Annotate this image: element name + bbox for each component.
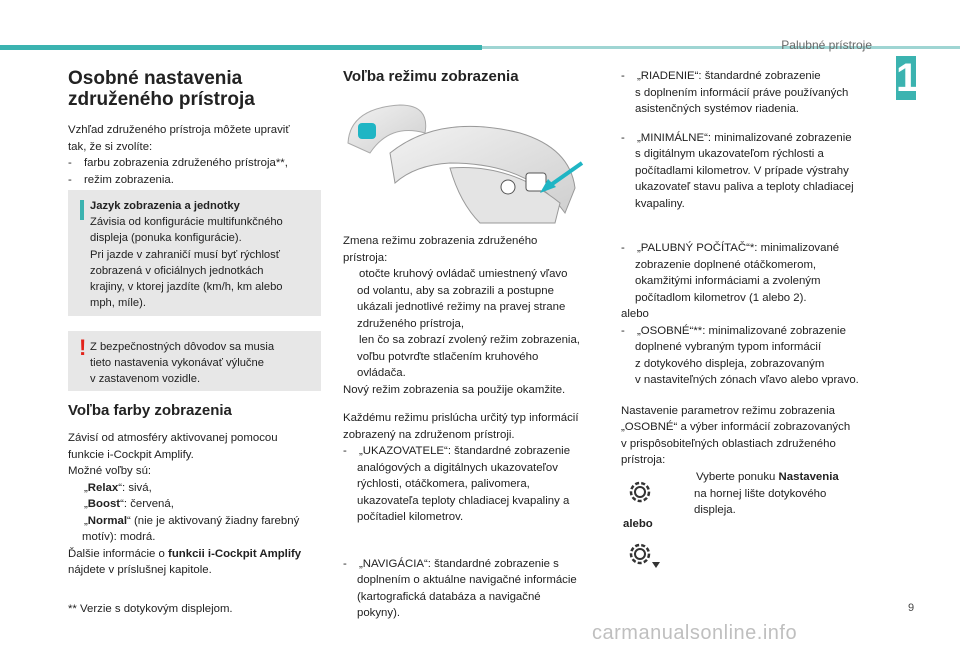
list-item: - „UKAZOVATELE“: štandardné zobrazenie [343, 445, 571, 457]
text-line: „OSOBNÉ“ a výber informácií zobrazovaných [621, 421, 851, 433]
info-note-title: Jazyk zobrazenia a jednotky [90, 200, 240, 212]
middle-column [343, 68, 605, 86]
page-title-line1: Osobné nastavenia [68, 68, 243, 89]
header-accent-bar-light [482, 46, 960, 49]
warning-note [68, 331, 321, 391]
header-accent-bar [0, 45, 482, 50]
alebo-label: alebo [623, 518, 653, 530]
info-note [68, 190, 321, 316]
text-line: Ďalšie informácie o funkcii i-Cockpit Amplify [68, 547, 302, 560]
text-line: prístroja: [343, 251, 388, 264]
text-line: doplnením o aktuálne navigačné informácie [357, 574, 577, 586]
warning-icon: ! [79, 335, 87, 360]
mode-section [343, 233, 605, 622]
text-line: z dotykového displeja, zobrazovaným [635, 357, 825, 370]
section-heading: Voľba farby zobrazenia [68, 402, 232, 419]
settings-gear-icon [626, 478, 654, 506]
settings-gear-dropdown-icon [626, 540, 662, 570]
text-line: voľbu potvrďte stlačením kruhového [357, 350, 539, 363]
intro-line: Vzhľad združeného prístroja môžete upraviť [68, 124, 290, 136]
watermark: carmanualsonline.info [592, 622, 798, 644]
menu-instruction [680, 469, 870, 519]
right-column [621, 68, 886, 469]
list-item: - „OSOBNÉ“**: minimalizované zobrazenie [621, 324, 846, 337]
steering-wheel-illustration [330, 93, 603, 228]
page-number: 9 [908, 602, 915, 614]
text-line: (kartografická databáza a navigačné [357, 590, 541, 603]
text-line: od volantu, aby sa zobrazili a postupne [357, 284, 554, 297]
color-section [68, 402, 330, 617]
text-line: počítadlom kilometrov (1 alebo 2). [635, 291, 807, 304]
text-line: asistenčných systémov riadenia. [635, 103, 799, 115]
text-line: Možné voľby sú: [68, 465, 152, 477]
info-note-line: Závisia od konfigurácie multifunkčného [90, 216, 283, 229]
list-item: „Boost“: červená, [84, 498, 174, 510]
text-line: počítadlami kilometrov. V prípade výstrahy [635, 164, 849, 177]
list-item: len čo sa zobrazí zvolený režim zobrazenia, [359, 334, 580, 346]
warning-note-line: Z bezpečnostných dôvodov sa musia [90, 341, 275, 353]
text-line: s digitálnym ukazovateľom rýchlosti a [635, 148, 824, 160]
warning-note-line: tieto nastavenia vykonávať výlučne [90, 357, 264, 370]
list-item: - „RIADENIE“: štandardné zobrazenie [621, 70, 821, 82]
text-line: funkcie i-Cockpit Amplify. [68, 448, 194, 461]
warning-note-line: v zastavenom vozidle. [90, 373, 201, 386]
text-line: doplnené vybraným typom informácií [635, 341, 822, 353]
footnote: ** Verzie s dotykovým displejom. [68, 602, 233, 615]
text-line: združeného prístroja, [357, 317, 465, 330]
text-line: prístroja: [621, 454, 666, 466]
info-note-line: displeja (ponuka konfigurácie). [90, 232, 242, 245]
list-item: - „PALUBNÝ POČÍTAČ“*: minimalizované [621, 242, 840, 254]
text-line: Nastavenie parametrov režimu zobrazenia [621, 404, 835, 417]
section-title: Palubné prístroje [781, 38, 872, 52]
text-line: Každému režimu prislúcha určitý typ informácií [343, 412, 579, 424]
chapter-tab: 1 [896, 56, 919, 100]
text-line: Nový režim zobrazenia sa použije okamžite. [343, 383, 566, 396]
info-note-line: mph, míle). [90, 297, 146, 310]
list-item: - „MINIMÁLNE“: minimalizované zobrazenie [621, 131, 852, 144]
text-line: v prispôsobiteľných oblastiach združeného [621, 437, 836, 450]
intro-line: tak, že si zvolíte: [68, 140, 153, 153]
text-line: displeja. [694, 504, 736, 516]
text-line: Závisí od atmosféry aktivovanej pomocou [68, 432, 278, 444]
text-line: kvapaliny. [635, 197, 685, 210]
list-item: Vyberte ponuku Nastavenia [696, 471, 839, 483]
info-note-line: krajiny, v ktorej jazdíte (km/h, km alebo [90, 281, 283, 294]
info-note-line: zobrazená v oficiálnych jednotkách [90, 264, 264, 277]
list-item: „Relax“: sivá, [84, 481, 152, 494]
text-line: ukazovateľa teploty chladiacej kvapaliny a [357, 494, 570, 507]
text-line: nájdete v príslušnej kapitole. [68, 564, 212, 576]
list-item: „Normal“ (nie je aktivovaný žiadny farebný [84, 514, 300, 527]
text-line: zobrazený na združenom prístroji. [343, 428, 515, 441]
list-item: - farbu zobrazenia združeného prístroja**, [68, 157, 288, 169]
text-line: ukazovateľ stavu paliva a teploty chladiacej [635, 181, 854, 193]
text-line: v nastaviteľných zónach vľavo alebo vpravo. [635, 374, 859, 386]
text-line: na hornej lište dotykového [694, 487, 827, 500]
text-line: ukázali jednotlivé režimy na pravej strane [357, 301, 566, 313]
text-line: rýchlosti, otáčkomera, palivomera, [357, 478, 530, 490]
page-title-line2: združeného prístroja [68, 89, 255, 110]
info-note-line: Pri jazde v zahraničí musí byť rýchlosť [90, 248, 280, 261]
left-column [68, 68, 328, 188]
text-line: počítadiel kilometrov. [357, 511, 464, 523]
text-line: pokyny). [357, 607, 401, 619]
text-line: ovládača. [357, 367, 406, 379]
text-line: analógových a digitálnych ukazovateľov [357, 461, 558, 474]
text-line: Zmena režimu zobrazenia združeného [343, 235, 538, 247]
text-line: okamžitými informáciami a zvoleným [635, 275, 821, 287]
text-line: zobrazenie doplnené otáčkomerom, [635, 258, 817, 271]
info-icon [80, 200, 84, 220]
section-heading: Voľba režimu zobrazenia [343, 68, 519, 85]
text-line: s doplnením informácií práve používaných [635, 86, 849, 99]
list-item: - „NAVIGÁCIA“: štandardné zobrazenie s [343, 557, 559, 570]
text-line: alebo [621, 308, 649, 320]
list-item: - režim zobrazenia. [68, 173, 174, 186]
list-item: otočte kruhový ovládač umiestnený vľavo [359, 268, 568, 280]
text-line: motív): modrá. [82, 531, 156, 543]
